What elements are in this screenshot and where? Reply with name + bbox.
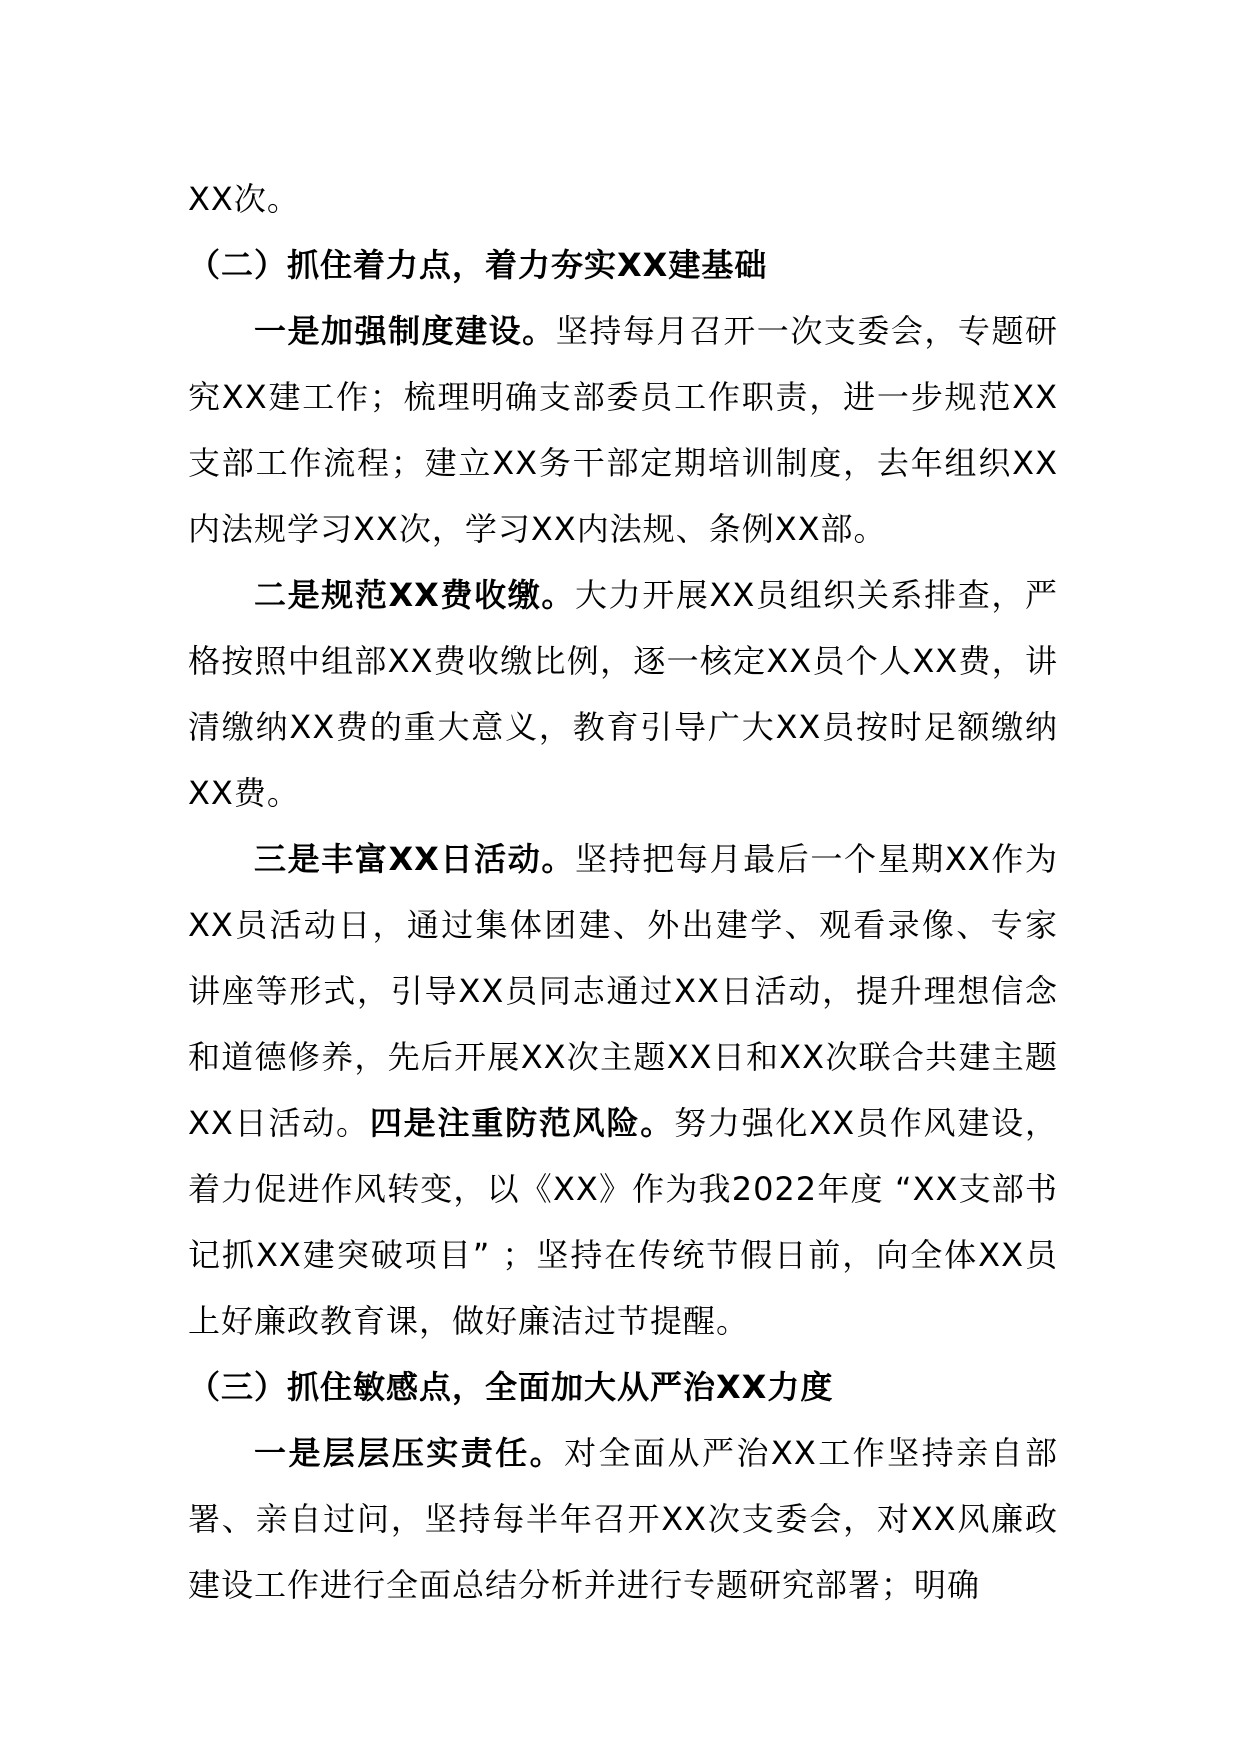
- paragraph-lead: 三是丰富XX日活动。: [254, 840, 575, 878]
- paragraph-lead: 二是规范XX费收缴。: [254, 576, 575, 614]
- paragraph-text: 大力开展XX员组织关系排查，严格按照中组部XX费收缴比例，逐一核定XX员个人XX费，讲清缴纳XX费的重大意义，教育引导广大XX员按时足额缴纳XX费。: [188, 576, 1058, 812]
- paragraph-lead: 一是加强制度建设。: [254, 312, 556, 350]
- section-heading-2: （二）抓住着力点，着力夯实XX建基础: [188, 246, 768, 284]
- paragraph-text: XX次。: [188, 180, 300, 218]
- paragraph-activity-day: [188, 826, 1058, 1354]
- paragraph-lead: 一是层层压实责任。: [254, 1434, 565, 1472]
- paragraph-fee-collection: [188, 562, 1058, 826]
- section-heading-3: （三）抓住敏感点，全面加大从严治XX力度: [188, 1368, 834, 1406]
- paragraph-lead-risk: 四是注重防范风险。: [369, 1104, 675, 1142]
- paragraph-text: 坚持把每月最后一个星期XX作为XX员活动日，通过集体团建、外出建学、观看录像、专家讲座等形式，引导XX员同志通过XX日活动，提升理想信念和道德修养，先后开展XX次主题XX日和XX次联合共建主题XX日活动。: [188, 840, 1058, 1142]
- body-text: [188, 166, 1058, 1618]
- paragraph-institution-building: [188, 298, 1058, 562]
- paragraph-text-risk: 努力强化XX员作风建设，着力促进作风转变，以《XX》作为我2022年度 “XX支部书记抓XX建突破项目” ；坚持在传统节假日前，向全体XX员上好廉政教育课，做好廉洁过节提醒。: [188, 1104, 1058, 1340]
- paragraph-text: 坚持每月召开一次支委会，专题研究XX建工作；梳理明确支部委员工作职责，进一步规范XX支部工作流程；建立XX务干部定期培训制度，去年组织XX内法规学习XX次，学习XX内法规、条例XX部。: [188, 312, 1058, 548]
- paragraph-text: 对全面从严治XX工作坚持亲自部署、亲自过问，坚持每半年召开XX次支委会，对XX风廉政建设工作进行全面总结分析并进行专题研究部署；明确: [188, 1434, 1058, 1604]
- paragraph-continuation: [188, 166, 1058, 232]
- paragraph-responsibility: [188, 1420, 1058, 1618]
